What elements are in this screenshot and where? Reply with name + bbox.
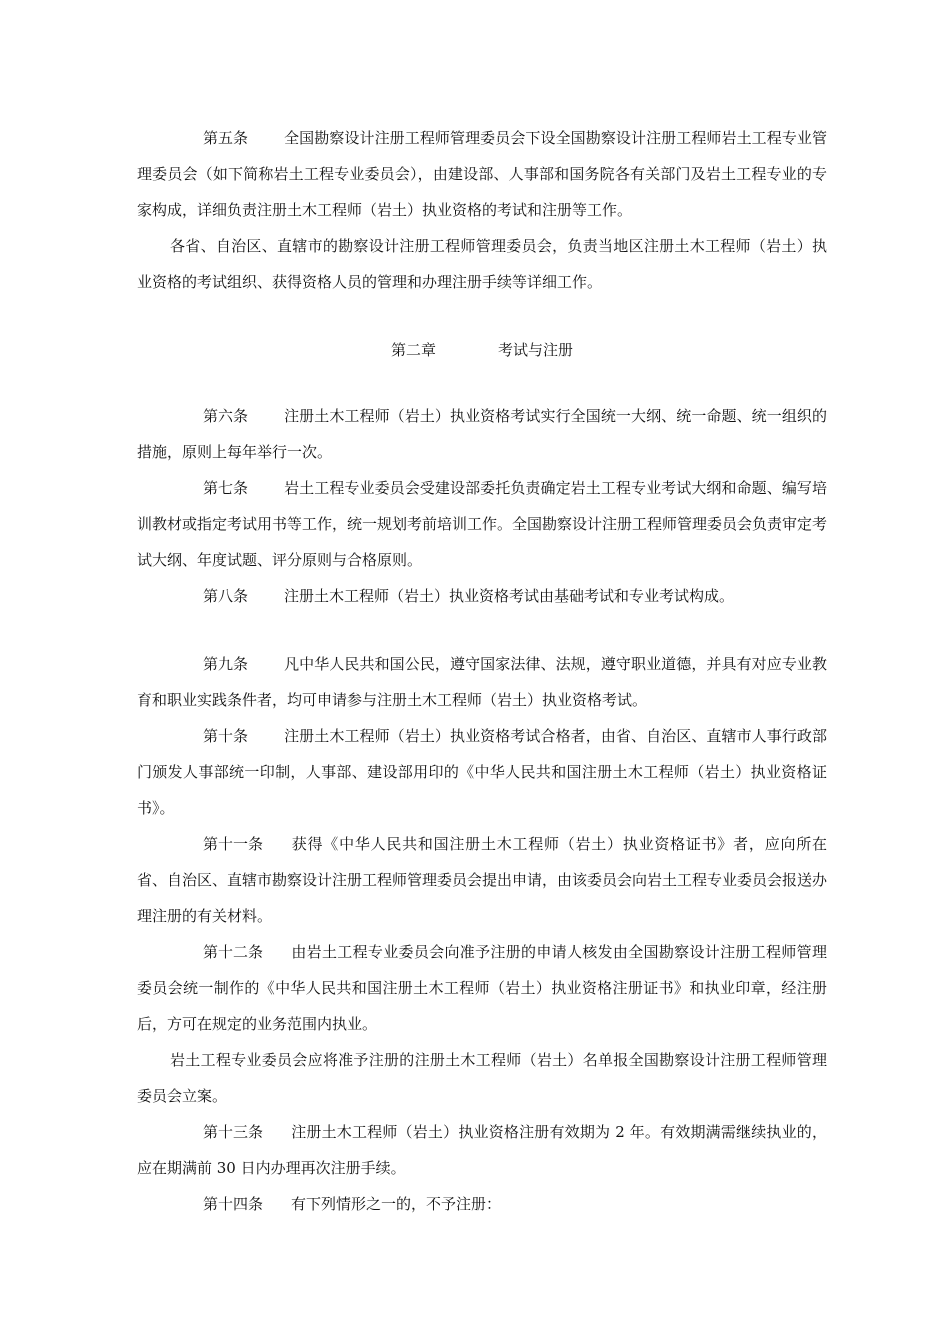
article-8 [137,578,827,614]
article-number: 第十四条 [203,1195,264,1213]
article-number: 第六条 [203,407,249,425]
article-number: 第十一条 [203,835,264,853]
article-number: 第十三条 [203,1123,264,1141]
article-number: 第五条 [203,129,249,147]
article-5 [137,120,827,228]
article-text: 注册土木工程师（岩土）执业资格考试实行全国统一大纲、统一命题、统一组织的措施，原则上每年举行一次。 [137,407,827,461]
document-body [137,120,827,1222]
chapter-heading [137,332,827,368]
article-text: 岩土工程专业委员会应将准予注册的注册土木工程师（岩土）名单报全国勘察设计注册工程师管理委员会立案。 [137,1051,827,1105]
article-text: 各省、自治区、直辖市的勘察设计注册工程师管理委员会，负责当地区注册土木工程师（岩土）执业资格的考试组织、获得资格人员的管理和办理注册手续等详细工作。 [137,237,827,291]
article-text: 注册土木工程师（岩土）执业资格考试由基础考试和专业考试构成。 [284,587,735,605]
article-5-paragraph-2 [137,228,827,300]
article-text: 获得《中华人民共和国注册土木工程师（岩土）执业资格证书》者，应向所在省、自治区、直辖市勘察设计注册工程师管理委员会提出申请，由该委员会向岩土工程专业委员会报送办理注册的有关材料。 [137,835,828,925]
chapter-number: 第二章 [390,341,436,359]
article-text: 注册土木工程师（岩土）执业资格注册有效期为 2 年。有效期满需继续执业的，应在期满前 30 日内办理再次注册手续。 [137,1123,827,1177]
article-6 [137,398,827,470]
article-10 [137,718,827,826]
article-number: 第九条 [203,655,249,673]
article-text: 有下列情形之一的，不予注册： [291,1195,502,1213]
chapter-title: 考试与注册 [498,341,574,359]
article-13 [137,1114,827,1186]
article-11 [137,826,827,934]
article-9 [137,646,827,718]
article-number: 第八条 [203,587,249,605]
article-number: 第十条 [203,727,249,745]
article-12-paragraph-2 [137,1042,827,1114]
article-text: 由岩土工程专业委员会向准予注册的申请人核发由全国勘察设计注册工程师管理委员会统一制作的《中华人民共和国注册土木工程师（岩土）执业资格注册证书》和执业印章，经注册后，方可在规定的业务范围内执业。 [137,943,827,1033]
article-text: 全国勘察设计注册工程师管理委员会下设全国勘察设计注册工程师岩土工程专业管理委员会（如下简称岩土工程专业委员会），由建设部、人事部和国务院各有关部门及岩土工程专业的专家构成，详细负责注册土木工程师（岩土）执业资格的考试和注册等工作。 [137,129,827,219]
article-number: 第七条 [203,479,249,497]
article-text: 岩土工程专业委员会受建设部委托负责确定岩土工程专业考试大纲和命题、编写培训教材或指定考试用书等工作，统一规划考前培训工作。全国勘察设计注册工程师管理委员会负责审定考试大纲、年度试题、评分原则与合格原则。 [137,479,828,569]
article-text: 凡中华人民共和国公民，遵守国家法律、法规，遵守职业道德，并具有对应专业教育和职业实践条件者，均可申请参与注册土木工程师（岩土）执业资格考试。 [137,655,827,709]
article-text: 注册土木工程师（岩土）执业资格考试合格者，由省、自治区、直辖市人事行政部门颁发人事部统一印制，人事部、建设部用印的《中华人民共和国注册土木工程师（岩土）执业资格证书》。 [137,727,827,817]
article-12 [137,934,827,1042]
article-7 [137,470,827,578]
article-number: 第十二条 [203,943,264,961]
article-14 [137,1186,827,1222]
